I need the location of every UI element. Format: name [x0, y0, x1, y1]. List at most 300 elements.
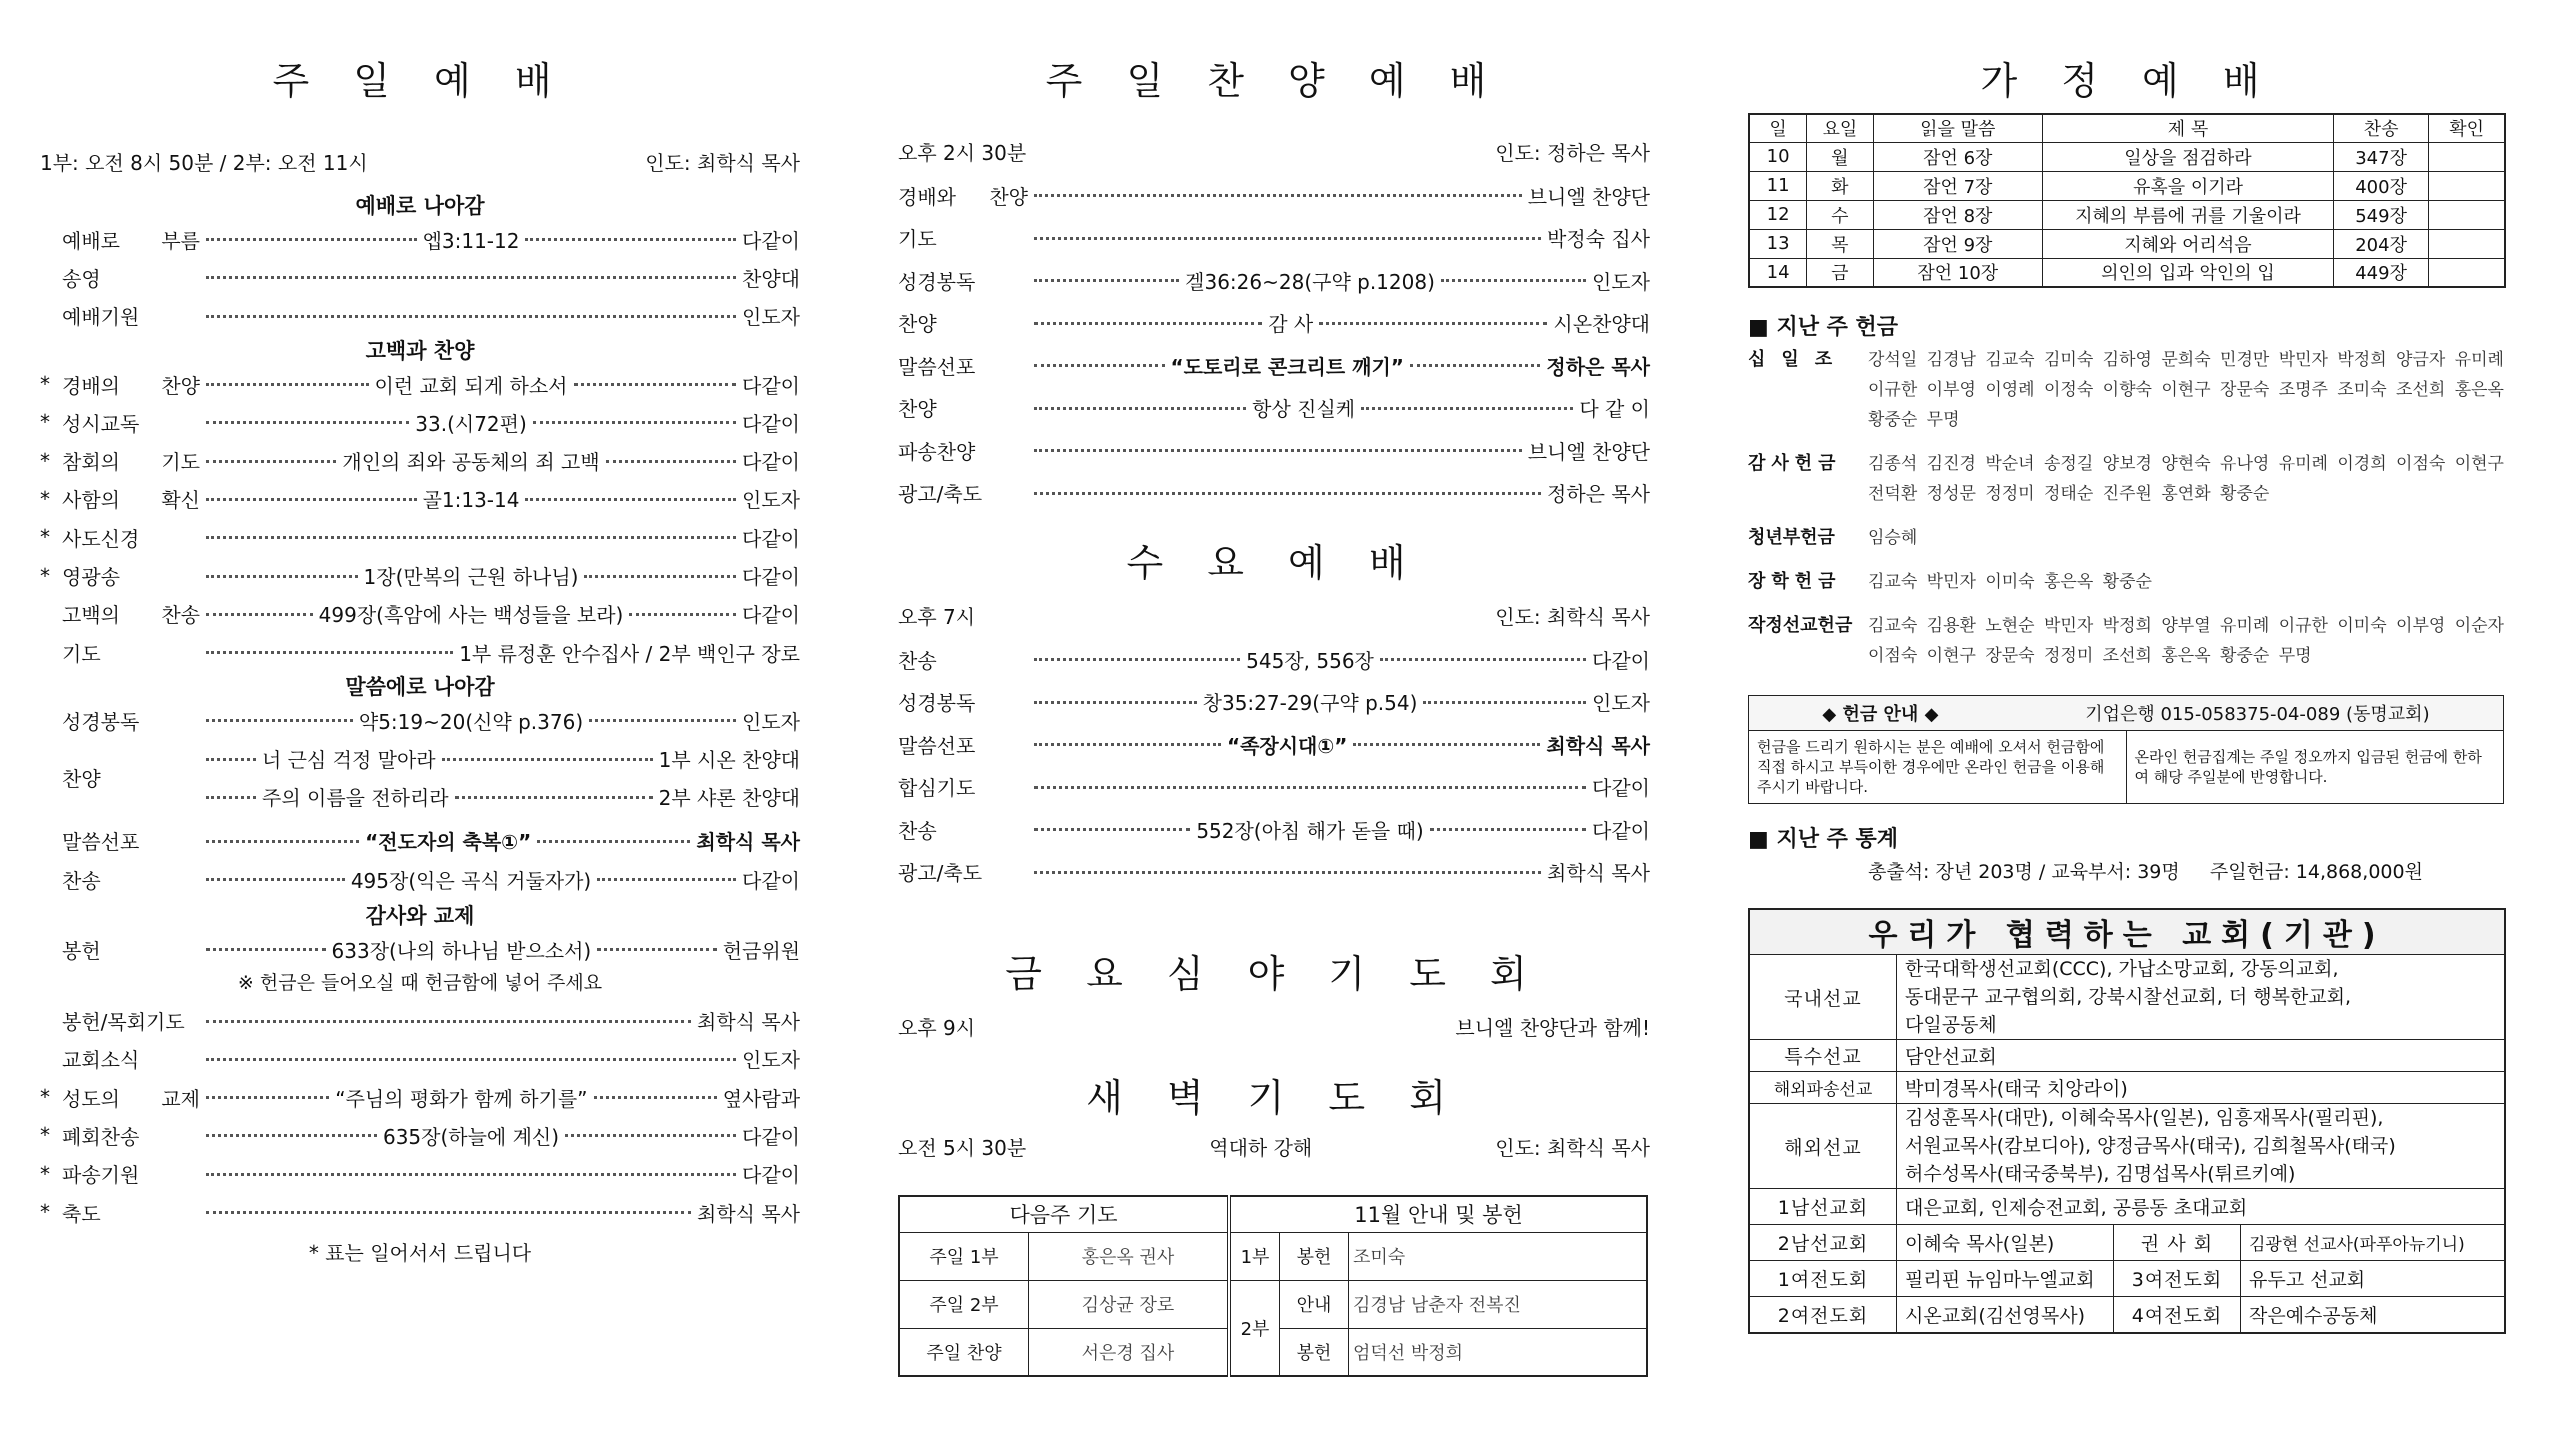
- sunday-items-2: [40, 365, 800, 671]
- overseas-line-3: 허수성목사(태국중북부), 김명섭목사(튀르키예): [1905, 1163, 2296, 1185]
- nov-name-3: 엄덕선 박정희: [1349, 1328, 1648, 1376]
- praise-items: [898, 174, 1650, 514]
- order-content: [200, 225, 800, 254]
- order-content: [1028, 436, 1650, 465]
- order-by: 다같이: [742, 1124, 800, 1149]
- standing-mark: *: [40, 525, 50, 550]
- right-column: [1748, 0, 2508, 1334]
- pray-name-1: 홍은옥 권사: [1029, 1232, 1230, 1280]
- m1-label: 1남선교회: [1749, 1189, 1897, 1225]
- order-by: 인도자: [742, 488, 800, 513]
- family-cell: 잠언 7장: [1873, 171, 2043, 200]
- order-label-wrap: [40, 1083, 200, 1112]
- order-label: 말씀선포: [898, 733, 976, 758]
- order-value: 개인의 죄와 공동체의 죄 고백: [342, 450, 600, 475]
- order-label: 고백의 찬송: [62, 603, 200, 628]
- sunday-footer: * 표는 일어서서 드립니다: [308, 1241, 532, 1266]
- order-value: “도토리로 콘크리트 깨기”: [1170, 354, 1404, 379]
- partners-title: 우리가 협력하는 교회(기관): [1749, 909, 2505, 955]
- order-row: [40, 1193, 800, 1231]
- order-label: 파송기원: [62, 1163, 140, 1188]
- order-by: 다같이: [742, 228, 800, 253]
- pray-slot-2: 주일 2부: [899, 1280, 1029, 1328]
- order-label-wrap: [898, 266, 1028, 295]
- nov-header: 11월 안내 및 봉헌: [1229, 1196, 1647, 1232]
- order-content: [200, 408, 800, 437]
- offering-group-names: 김교숙 김용환 노현순 박민자 박정희 양부열 유미례 이규한 이미숙 이부영 이순자 이점숙 이현구 장문숙 정정미 조선희 홍은옥 황중순 무명: [1868, 616, 2504, 666]
- offering-group: [1748, 523, 2508, 553]
- choir-line2-by: 2부 샤론 찬양대: [658, 786, 800, 811]
- family-row: [1749, 171, 2505, 200]
- order-by: 다같이: [742, 603, 801, 628]
- order-label: 예배로 부름: [62, 228, 200, 253]
- order-row: [898, 429, 1650, 472]
- guide-body: [1749, 731, 2503, 803]
- sunday-leader: 인도: 최학식 목사: [645, 151, 800, 175]
- domestic-line-1: 한국대학생선교회(CCC), 가납소망교회, 강동의교회,: [1905, 958, 2339, 980]
- order-value: “족장시대①”: [1226, 733, 1348, 758]
- council-value: 김광현 선교사(파푸아뉴기니): [2241, 1225, 2506, 1261]
- order-label-wrap: [898, 478, 1028, 507]
- order-value: 이런 교회 되게 하소서: [374, 373, 568, 398]
- family-header-cell: 일: [1749, 114, 1807, 142]
- order-row: [898, 766, 1650, 809]
- order-by: 헌금위원: [722, 938, 801, 963]
- order-by: 정하은 목사: [1547, 482, 1650, 507]
- wed-time: 오후 7시: [898, 605, 976, 629]
- order-value: 635장(하늘에 계신): [382, 1124, 560, 1149]
- order-content: [200, 263, 800, 292]
- order-value: 감 사: [1268, 312, 1314, 337]
- order-label: 예배기원: [62, 305, 140, 330]
- offering-group-names: 강석일 김경남 김교숙 김미숙 김하영 문희숙 민경만 박민자 박정희 양금자 유미례 이규한 이부영 이영례 이정숙 이향숙 이현구 장문숙 조명주 조미숙 조선희 홍은옥 황중순 무명: [1868, 350, 2504, 430]
- offering-group-names: 김교숙 박민자 이미숙 홍은옥 황중순: [1868, 572, 2152, 592]
- wed-info: [898, 601, 1650, 630]
- order-label: 봉헌/목회기도: [62, 1010, 185, 1035]
- order-by: 다같이: [1592, 818, 1651, 843]
- order-by: 다 같 이: [1579, 397, 1650, 422]
- order-by: 최학식 목사: [697, 1010, 800, 1035]
- offering-group: [1748, 345, 2508, 435]
- family-cell: 잠언 10장: [1873, 258, 2043, 287]
- order-label-wrap: [898, 351, 1028, 380]
- order-by: 박정숙 집사: [1547, 227, 1650, 252]
- order-value: 골1:13-14: [422, 488, 520, 513]
- order-content: [1028, 351, 1650, 380]
- order-row: [898, 259, 1650, 302]
- order-row: [40, 297, 800, 335]
- order-row: [40, 822, 800, 860]
- order-row: [898, 217, 1650, 260]
- order-row: [40, 1078, 800, 1116]
- council-label: 권 사 회: [2114, 1225, 2241, 1261]
- guide-right: 온라인 헌금집계는 주일 정오까지 입금된 헌금에 한하여 해당 주일분에 반영합니다.: [2134, 748, 2482, 786]
- family-header-cell: 요일: [1807, 114, 1873, 142]
- order-value: 552장(아침 해가 돋을 때): [1196, 818, 1424, 843]
- order-label: 찬송: [62, 868, 101, 893]
- order-value: 엡3:11-12: [422, 228, 520, 253]
- order-row: [40, 220, 800, 258]
- order-row: [898, 723, 1650, 766]
- order-row: [40, 441, 800, 479]
- family-cell: 347장: [2333, 142, 2428, 171]
- order-value: 겔36:26~28(구약 p.1208): [1185, 269, 1435, 294]
- order-by: 인도자: [1592, 691, 1651, 716]
- choir-line1-val: 너 근심 걱정 말아라: [262, 748, 436, 773]
- dispatch-label: 해외파송선교: [1749, 1072, 1897, 1104]
- pray-slot-1: 주일 1부: [899, 1232, 1029, 1280]
- order-label-wrap: [40, 865, 200, 894]
- order-label-wrap: [898, 645, 1028, 674]
- standing-mark: *: [40, 1085, 50, 1110]
- pray-name-3: 서은경 집사: [1029, 1328, 1230, 1376]
- choir-lines: [200, 740, 800, 816]
- pray-slot-3: 주일 찬양: [899, 1328, 1029, 1376]
- order-by: 최학식 목사: [1546, 733, 1650, 758]
- sunday-time: 1부: 오전 8시 50분 / 2부: 오전 11시: [40, 151, 368, 175]
- order-row: [898, 681, 1650, 724]
- section-thanks: 감사와 교제: [365, 904, 475, 929]
- order-content: [200, 301, 800, 330]
- order-label: 파송찬양: [898, 439, 976, 464]
- order-label-wrap: [40, 638, 200, 667]
- part-1: 1부: [1229, 1232, 1280, 1280]
- order-by: 다같이: [742, 373, 801, 398]
- choir-line1-by: 1부 시온 찬양대: [658, 748, 800, 773]
- overseas-line-1: 김성훈목사(대만), 이혜숙목사(일본), 임흥재목사(필리핀),: [1905, 1107, 2384, 1129]
- order-by: 찬양대: [742, 266, 800, 291]
- praise-info: [898, 137, 1650, 166]
- order-content: [200, 1083, 800, 1112]
- order-content: [200, 1006, 800, 1035]
- order-by: 브니엘 찬양단: [1527, 184, 1650, 209]
- order-label: 광고/축도: [898, 861, 983, 886]
- order-label: 사함의 확신: [62, 488, 200, 513]
- standing-mark: *: [40, 486, 50, 511]
- domestic-line-2: 동대문구 교구협의회, 강북시찰선교회, 더 행복한교회,: [1905, 986, 2352, 1008]
- nov-role-3: 봉헌: [1280, 1328, 1349, 1376]
- order-by: 다같이: [1592, 648, 1651, 673]
- friday-info: [898, 1012, 1650, 1041]
- dawn-title: 새 벽 기 도 회: [1086, 1076, 1462, 1120]
- family-cell: 잠언 6장: [1873, 142, 2043, 171]
- order-content: [1028, 815, 1650, 844]
- offering-title: 지난 주 헌금: [1776, 315, 1899, 340]
- order-content: [1028, 266, 1650, 295]
- stats-text: 총출석: 장년 203명 / 교육부서: 39명 주일헌금: 14,868,000원: [1868, 861, 2423, 883]
- order-content: [200, 1121, 800, 1150]
- order-row: [898, 174, 1650, 217]
- order-label-wrap: [40, 263, 200, 292]
- order-value: 495장(익은 곡식 거둘자가): [350, 868, 592, 893]
- family-row: [1749, 142, 2505, 171]
- order-label-wrap: [40, 370, 200, 399]
- order-row: [40, 1040, 800, 1078]
- order-content: [1028, 478, 1650, 507]
- order-label-wrap: [40, 225, 200, 254]
- wed-items: [898, 638, 1650, 893]
- family-cell: 유혹을 이기라: [2043, 171, 2334, 200]
- offering-group-label: 감사헌금: [1748, 453, 1842, 474]
- dawn-book: 역대하 강해: [1209, 1136, 1313, 1160]
- friday-note: 브니엘 찬양단과 함께!: [1455, 1016, 1650, 1040]
- family-cell: 지혜와 어리석음: [2043, 229, 2334, 258]
- order-label-wrap: [40, 1121, 200, 1150]
- order-label: 찬양: [898, 397, 937, 422]
- square-icon: ■: [1748, 315, 1777, 340]
- order-row: [40, 930, 800, 968]
- dawn-leader: 인도: 최학식 목사: [1495, 1136, 1650, 1160]
- offering-group: [1748, 449, 2508, 509]
- family-cell: 10: [1749, 142, 1807, 171]
- family-cell: 11: [1749, 171, 1807, 200]
- order-by: 1부 류정훈 안수집사 / 2부 백인구 장로: [459, 641, 800, 666]
- order-row: [40, 480, 800, 518]
- guide-left: 헌금을 드리기 원하시는 분은 예배에 오셔서 헌금함에 직접 하시고 부득이한 경우에만 온라인 헌금을 이용해 주시기 바랍니다.: [1749, 731, 2127, 803]
- w1-value: 필리핀 뉴임마누엘교회: [1897, 1261, 2114, 1297]
- family-header-cell: 확인: [2429, 114, 2505, 142]
- family-header-cell: 제 목: [2043, 114, 2334, 142]
- pray-header: 다음주 기도: [899, 1196, 1229, 1232]
- praise-title: 주 일 찬 양 예 배: [1045, 59, 1503, 103]
- order-by: 시온찬양대: [1553, 312, 1651, 337]
- sunday-info: [40, 147, 800, 176]
- standing-mark: *: [40, 448, 50, 473]
- order-label: 성경봉독: [62, 709, 140, 734]
- dawn-info: [898, 1132, 1650, 1161]
- order-by: 인도자: [742, 1048, 800, 1073]
- order-label-wrap: [40, 706, 200, 735]
- sunday-title: 주 일 예 배: [272, 59, 568, 103]
- order-label: 송영: [62, 266, 101, 291]
- order-by: 인도자: [742, 305, 800, 330]
- order-label: 성경봉독: [898, 269, 976, 294]
- order-row: [898, 638, 1650, 681]
- order-label-wrap: [40, 1044, 200, 1073]
- order-label: 성도의 교제: [62, 1086, 200, 1111]
- order-label-wrap: [898, 393, 1028, 422]
- family-cell: 12: [1749, 200, 1807, 229]
- order-label-wrap: [40, 484, 200, 513]
- order-content: [200, 446, 800, 475]
- order-content: [1028, 730, 1650, 759]
- w3-label: 3여전도회: [2114, 1261, 2241, 1297]
- order-label: 찬송: [898, 818, 937, 843]
- standing-mark: *: [40, 1161, 50, 1186]
- wed-title: 수 요 예 배: [1126, 541, 1422, 585]
- order-row: [40, 403, 800, 441]
- order-label-wrap: [898, 772, 1028, 801]
- domestic-label: 국내선교: [1749, 955, 1897, 1040]
- choir-line2-val: 주의 이름을 전하리라: [262, 786, 449, 811]
- order-by: 브니엘 찬양단: [1527, 439, 1650, 464]
- order-label: 경배의 찬양: [62, 373, 200, 398]
- offering-heading: [1748, 310, 2508, 341]
- order-label-wrap: [898, 857, 1028, 886]
- sunday-items-4a: [40, 930, 800, 968]
- standing-mark: *: [40, 563, 50, 588]
- standing-mark: *: [40, 1200, 50, 1225]
- order-label: 참회의 기도: [62, 450, 200, 475]
- choir-line-2: [200, 778, 800, 816]
- order-content: [200, 370, 800, 399]
- order-content: [200, 1198, 800, 1227]
- family-cell: 지혜의 부름에 귀를 기울이라: [2043, 200, 2334, 229]
- m1-value: 대은교회, 인제승전교회, 공릉동 초대교회: [1897, 1189, 2506, 1225]
- order-by: 다같이: [742, 565, 800, 590]
- order-label-wrap: [40, 1006, 200, 1035]
- order-row: [898, 344, 1650, 387]
- order-content: [1028, 393, 1650, 422]
- standing-mark: *: [40, 372, 50, 397]
- middle-column: [898, 0, 1650, 1377]
- offering-group-label: 십일조: [1748, 349, 1849, 370]
- order-label: 사도신경: [62, 526, 140, 551]
- order-label: 봉헌: [62, 938, 101, 963]
- offering-groups: [1748, 345, 2508, 671]
- sunday-items-3b: [40, 822, 800, 899]
- order-value: 499장(흑암에 사는 백성들을 보라): [318, 603, 624, 628]
- nov-role-2: 안내: [1280, 1280, 1349, 1328]
- order-by: 다같이: [1592, 776, 1650, 801]
- order-label: 합심기도: [898, 776, 976, 801]
- praise-leader: 인도: 정하은 목사: [1495, 141, 1650, 165]
- order-content: [200, 865, 800, 894]
- order-row: [40, 595, 800, 633]
- order-value: 633장(나의 하나님 받으소서): [331, 938, 592, 963]
- choir-row: [40, 740, 800, 816]
- dawn-time: 오전 5시 30분: [898, 1136, 1027, 1160]
- m2-value: 이혜숙 목사(일본): [1897, 1225, 2114, 1261]
- nov-name-2: 김경남 남춘자 전복진: [1349, 1280, 1648, 1328]
- order-content: [200, 1044, 800, 1073]
- family-cell: 일상을 점검하라: [2043, 142, 2334, 171]
- order-label: 영광송: [62, 565, 120, 590]
- overseas-label: 해외선교: [1749, 1104, 1897, 1189]
- choir-label-wrap: [40, 763, 200, 792]
- order-value: 1장(만복의 근원 하나님): [363, 565, 579, 590]
- section-confession: 고백과 찬양: [365, 338, 475, 363]
- offering-group-names: 김종석 김진경 박순녀 송정길 양보경 양현숙 유나영 유미례 이경희 이점숙 이현구 전덕환 정성문 정정미 정태순 진주원 홍연화 황중순: [1868, 454, 2504, 504]
- family-cell: 금: [1807, 258, 1873, 287]
- guide-title: ◆ 헌금 안내 ◆: [1822, 704, 1939, 725]
- order-content: [200, 1159, 800, 1188]
- family-title: 가 정 예 배: [1980, 59, 2276, 103]
- friday-time: 오후 9시: [898, 1016, 976, 1040]
- family-row: [1749, 200, 2505, 229]
- order-label-wrap: [40, 1198, 200, 1227]
- w1-label: 1여전도회: [1749, 1261, 1897, 1297]
- part-2: 2부: [1229, 1280, 1280, 1376]
- overseas-cell: [1897, 1104, 2506, 1189]
- offering-guide-box: [1748, 695, 2504, 804]
- order-content: [200, 706, 800, 735]
- order-label: 폐회찬송: [62, 1124, 140, 1149]
- order-value: 33.(시72편): [415, 411, 527, 436]
- order-by: 다같이: [742, 868, 800, 893]
- order-content: [200, 599, 800, 628]
- family-cell: 수: [1807, 200, 1873, 229]
- pray-name-2: 김상균 장로: [1029, 1280, 1230, 1328]
- offering-note: ※ 헌금은 들어오실 때 헌금함에 넣어 주세요: [237, 972, 603, 995]
- order-label: 말씀선포: [62, 830, 140, 855]
- order-row: [40, 365, 800, 403]
- section-worship: 예배로 나아감: [355, 194, 485, 218]
- order-label: 기도: [898, 227, 937, 252]
- sunday-items-4b: [40, 1001, 800, 1231]
- offering-group-label: 장학헌금: [1748, 571, 1842, 592]
- nov-role-1: 봉헌: [1280, 1232, 1349, 1280]
- offering-group-label: 청년부헌금: [1748, 527, 1835, 548]
- family-cell: 400장: [2333, 171, 2428, 200]
- section-word: 말씀에로 나아감: [345, 675, 495, 700]
- order-content: [200, 484, 800, 513]
- order-row: [40, 1155, 800, 1193]
- family-header-row: [1749, 114, 2505, 142]
- order-label: 찬송: [898, 648, 937, 673]
- order-by: 정하은 목사: [1546, 354, 1650, 379]
- family-cell: 14: [1749, 258, 1807, 287]
- family-table: [1748, 113, 2506, 288]
- order-row: [40, 1116, 800, 1154]
- dispatch-value: 박미경목사(태국 치앙라이): [1897, 1072, 2506, 1104]
- partners-table: [1748, 908, 2506, 1334]
- order-by: 다같이: [742, 1163, 800, 1188]
- order-value: 545장, 556장: [1246, 648, 1374, 673]
- order-by: 다같이: [742, 450, 800, 475]
- order-content: [1028, 772, 1650, 801]
- check-cell[interactable]: [2429, 171, 2505, 200]
- family-cell: 잠언 9장: [1873, 229, 2043, 258]
- order-label: 말씀선포: [898, 354, 976, 379]
- next-week-table: [898, 1195, 1648, 1377]
- order-row: [40, 556, 800, 594]
- order-content: [200, 561, 800, 590]
- special-value: 담안선교회: [1897, 1040, 2506, 1072]
- order-label: 기도: [62, 641, 101, 666]
- order-label: 광고/축도: [898, 482, 983, 507]
- check-cell[interactable]: [2429, 142, 2505, 171]
- check-cell[interactable]: [2429, 258, 2505, 287]
- family-cell: 204장: [2333, 229, 2428, 258]
- wed-leader: 인도: 최학식 목사: [1495, 605, 1650, 629]
- order-label-wrap: [40, 446, 200, 475]
- check-cell[interactable]: [2429, 229, 2505, 258]
- family-cell: 13: [1749, 229, 1807, 258]
- family-cell: 의인의 입과 악인의 입: [2043, 258, 2334, 287]
- w2-label: 2여전도회: [1749, 1297, 1897, 1333]
- family-header-cell: 찬송: [2333, 114, 2428, 142]
- standing-mark: *: [40, 410, 50, 435]
- order-value: 약5:19~20(신약 p.376): [358, 709, 584, 734]
- choir-label: 찬양: [62, 767, 101, 792]
- order-content: [200, 638, 800, 667]
- order-content: [1028, 687, 1650, 716]
- order-label-wrap: [40, 561, 200, 590]
- sunday-items-1: [40, 220, 800, 335]
- order-label-wrap: [40, 408, 200, 437]
- standing-mark: *: [40, 1123, 50, 1148]
- order-row: [40, 633, 800, 671]
- stats-title: 지난 주 통계: [1776, 827, 1899, 852]
- family-cell: 549장: [2333, 200, 2428, 229]
- family-cell: 449장: [2333, 258, 2428, 287]
- sunday-items-3a: [40, 701, 800, 739]
- order-by: 인도자: [742, 709, 800, 734]
- check-cell[interactable]: [2429, 200, 2505, 229]
- order-row: [898, 472, 1650, 515]
- order-row: [40, 860, 800, 898]
